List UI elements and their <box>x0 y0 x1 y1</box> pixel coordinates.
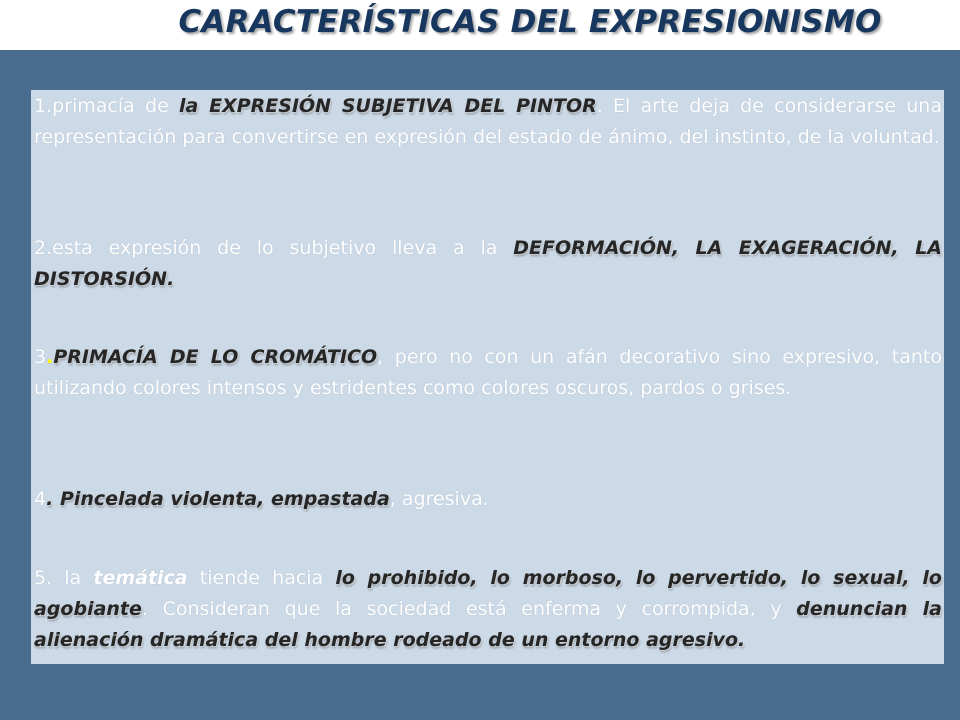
item-2 <box>34 233 942 295</box>
item-1-highlight: la EXPRESIÓN SUBJETIVA DEL PINTOR <box>178 95 597 117</box>
item-3-dot: . <box>46 346 54 368</box>
item-3-number: 3 <box>34 346 47 368</box>
item-2-highlight: DEFORMACIÓN, LA EXAGERACIÓN, LA DISTORSIÓN. <box>34 237 943 290</box>
item-5-text: 5. la <box>34 567 94 589</box>
item-5-emphasis: temática <box>93 567 188 589</box>
item-3-text-rest: , pero no con un afán decorativo sino expresivo, tanto utilizando colores intensos y estridentes como colores oscuros, pardos o grises. <box>34 346 942 399</box>
item-2-text: 2.esta expresión de lo subjetivo lleva a la <box>34 237 514 259</box>
item-4-dot: . <box>46 488 60 510</box>
title-bar <box>0 0 960 50</box>
item-5-highlight-2: denuncian la alienación dramática del hombre rodeado de un entorno agresivo. <box>34 598 942 651</box>
item-4-number: 4 <box>34 488 47 510</box>
item-3-highlight: PRIMACÍA DE LO CROMÁTICO <box>53 346 378 368</box>
item-1 <box>34 91 942 153</box>
item-4-highlight: Pincelada violenta, empastada <box>59 488 390 510</box>
item-5 <box>34 563 942 656</box>
slide-title: CARACTERÍSTICAS DEL EXPRESIONISMO <box>178 4 882 40</box>
item-3 <box>34 342 942 404</box>
item-5-text-3: . Consideran que la sociedad está enferma y corrompida, y <box>141 598 797 620</box>
item-5-highlight: lo prohibido, lo morboso, lo pervertido, lo sexual, lo agobiante <box>34 567 942 620</box>
item-1-text-rest: . El arte deja de considerarse una representación para convertirse en expresión del estado de ánimo, del instinto, de la voluntad. <box>34 95 942 148</box>
item-1-text: 1.primacía de <box>34 95 179 117</box>
item-5-text-2: tiende hacia <box>187 567 336 589</box>
item-4 <box>34 484 942 515</box>
item-4-text-rest: , agresiva. <box>389 488 489 510</box>
